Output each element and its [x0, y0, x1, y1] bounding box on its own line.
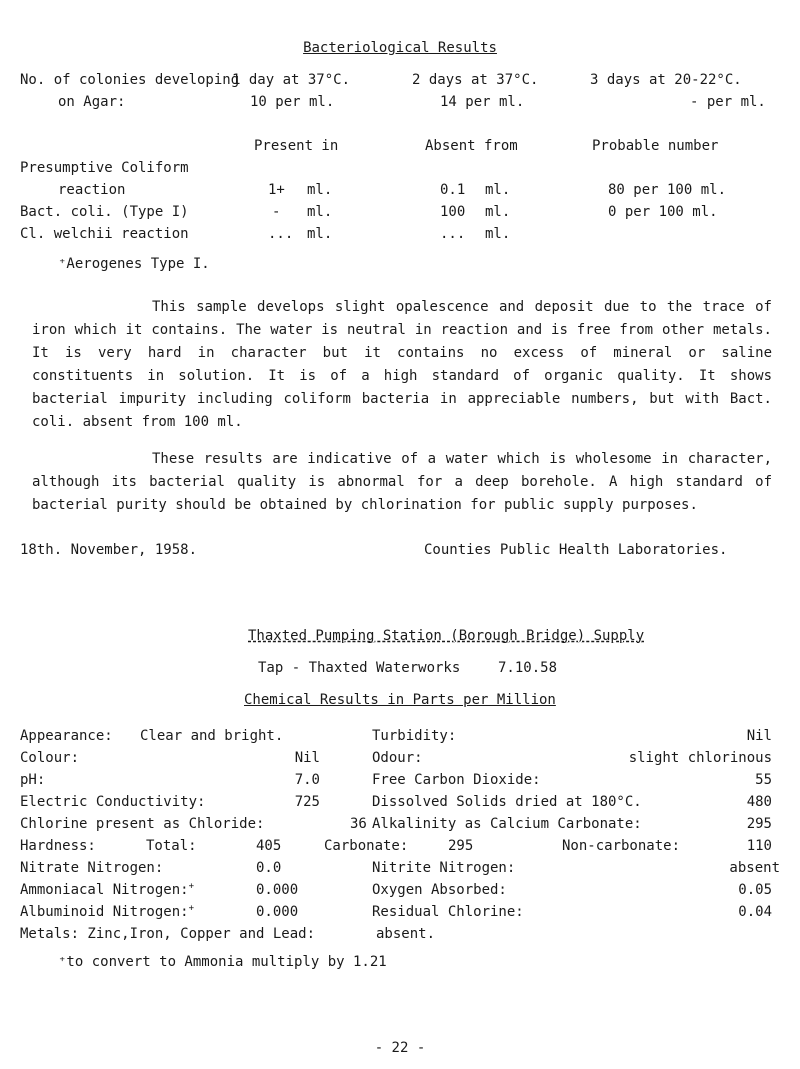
ammoniacal-value: 0.000 — [256, 882, 299, 898]
colonies-label-1: No. of colonies developing — [20, 72, 240, 88]
col2-head: 2 days at 37°C. — [412, 72, 539, 88]
row-presumptive-label-1: Presumptive Coliform — [20, 160, 189, 176]
metals-label: Metals: Zinc,Iron, Copper and Lead: — [20, 926, 316, 942]
albuminoid-label — [20, 904, 194, 920]
conductivity-value: 725 — [294, 794, 320, 810]
supply-title: Thaxted Pumping Station (Borough Bridge) Supply — [248, 628, 645, 644]
laboratory-name: Counties Public Health Laboratories. — [424, 542, 728, 558]
col1-head: 1 day at 37°C. — [232, 72, 351, 88]
turbidity-value: Nil — [746, 728, 772, 744]
row-bactcoli-absent-qty: 100 — [440, 204, 466, 220]
carbonate-label: Carbonate: — [324, 838, 409, 854]
hardness-total-value: 405 — [256, 838, 282, 854]
bacteriological-title: Bacteriological Results — [303, 40, 497, 56]
albuminoid-value: 0.000 — [256, 904, 299, 920]
row-presumptive-absent-unit: ml. — [485, 182, 511, 198]
header-absent: Absent from — [425, 138, 518, 154]
nitrite-value: absent — [729, 860, 780, 876]
plus-mark: + — [188, 903, 194, 914]
header-present: Present in — [254, 138, 339, 154]
row-presumptive-present-unit: ml. — [307, 182, 333, 198]
oxygen-value: 0.05 — [738, 882, 772, 898]
report-date: 18th. November, 1958. — [20, 542, 198, 558]
hardness-label: Hardness: — [20, 838, 96, 854]
appearance-value: Clear and bright. — [140, 728, 284, 744]
row-presumptive-probable: 80 per 100 ml. — [608, 182, 727, 198]
bacteriological-paragraph-2 — [32, 448, 772, 517]
plus-mark: + — [188, 881, 194, 892]
ph-value: 7.0 — [294, 772, 320, 788]
col1-value: 10 per ml. — [250, 94, 335, 110]
chloride-value: 36 — [350, 816, 367, 832]
row-presumptive-present-qty: 1+ — [268, 182, 285, 198]
nitrate-label: Nitrate Nitrogen: — [20, 860, 164, 876]
row-welchii-present-unit: ml. — [307, 226, 333, 242]
co2-label: Free Carbon Dioxide: — [372, 772, 541, 788]
row-presumptive-label-2: reaction — [58, 182, 126, 198]
nitrate-value: 0.0 — [256, 860, 282, 876]
row-bactcoli-present-unit: ml. — [307, 204, 333, 220]
bacteriological-paragraph-1 — [32, 296, 772, 434]
aerogenes-footnote: ⁺Aerogenes Type I. — [58, 256, 210, 272]
oxygen-label: Oxygen Absorbed: — [372, 882, 507, 898]
row-presumptive-absent-qty: 0.1 — [440, 182, 466, 198]
nitrite-label: Nitrite Nitrogen: — [372, 860, 516, 876]
appearance-label: Appearance: — [20, 728, 113, 744]
solids-label: Dissolved Solids dried at 180°C. — [372, 794, 642, 810]
ammonia-footnote: ⁺to convert to Ammonia multiply by 1.21 — [58, 954, 387, 970]
alkalinity-label: Alkalinity as Calcium Carbonate: — [372, 816, 642, 832]
row-bactcoli-label: Bact. coli. (Type I) — [20, 204, 189, 220]
ph-label: pH: — [20, 772, 46, 788]
col3-head: 3 days at 20-22°C. — [590, 72, 742, 88]
metals-value: absent. — [376, 926, 436, 942]
alkalinity-value: 295 — [746, 816, 772, 832]
chlorine-value: 0.04 — [738, 904, 772, 920]
row-bactcoli-absent-unit: ml. — [485, 204, 511, 220]
chemical-subtitle: Chemical Results in Parts per Million — [244, 692, 556, 708]
colonies-label-2: on Agar: — [58, 94, 126, 110]
noncarbonate-label: Non-carbonate: — [562, 838, 681, 854]
header-probable: Probable number — [592, 138, 719, 154]
row-welchii-absent-qty: ... — [440, 226, 466, 242]
paragraph-2-text: These results are indicative of a water which is wholesome in character, although its bacterial quality is abnormal for a deep borehole. A high standard of bacterial purity should be obtained by chlorination for public supply purposes. — [32, 451, 772, 513]
col3-value: - per ml. — [690, 94, 766, 110]
carbonate-value: 295 — [448, 838, 474, 854]
colour-value: Nil — [294, 750, 320, 766]
tap-label: Tap - Thaxted Waterworks — [258, 660, 461, 676]
turbidity-label: Turbidity: — [372, 728, 457, 744]
paragraph-1-text: This sample develops slight opalescence and deposit due to the trace of iron which it contains. The water is neutral in reaction and is free from other metals. It is very hard in character but it contains no excess of mineral or saline constituents in solution. It is of a high standard of organic quality. It shows bacterial impurity including coliform bacteria in appreciable numbers, but with Bact. coli. absent from 100 ml. — [32, 299, 772, 430]
colour-label: Colour: — [20, 750, 80, 766]
chloride-label: Chlorine present as Chloride: — [20, 816, 265, 832]
page-number: - 22 - — [374, 1040, 426, 1056]
albuminoid-label-text: Albuminoid Nitrogen: — [20, 904, 189, 920]
row-welchii-label: Cl. welchii reaction — [20, 226, 189, 242]
odour-value: slight chlorinous — [628, 750, 772, 766]
ammoniacal-label-text: Ammoniacal Nitrogen: — [20, 882, 189, 898]
odour-label: Odour: — [372, 750, 423, 766]
hardness-total-label: Total: — [146, 838, 197, 854]
solids-value: 480 — [746, 794, 772, 810]
row-bactcoli-present-qty: - — [272, 204, 281, 220]
ammoniacal-label — [20, 882, 194, 898]
row-welchii-present-qty: ... — [268, 226, 294, 242]
row-bactcoli-probable: 0 per 100 ml. — [608, 204, 718, 220]
row-welchii-absent-unit: ml. — [485, 226, 511, 242]
col2-value: 14 per ml. — [440, 94, 525, 110]
chlorine-label: Residual Chlorine: — [372, 904, 524, 920]
co2-value: 55 — [755, 772, 772, 788]
tap-date: 7.10.58 — [498, 660, 558, 676]
noncarbonate-value: 110 — [746, 838, 772, 854]
conductivity-label: Electric Conductivity: — [20, 794, 206, 810]
